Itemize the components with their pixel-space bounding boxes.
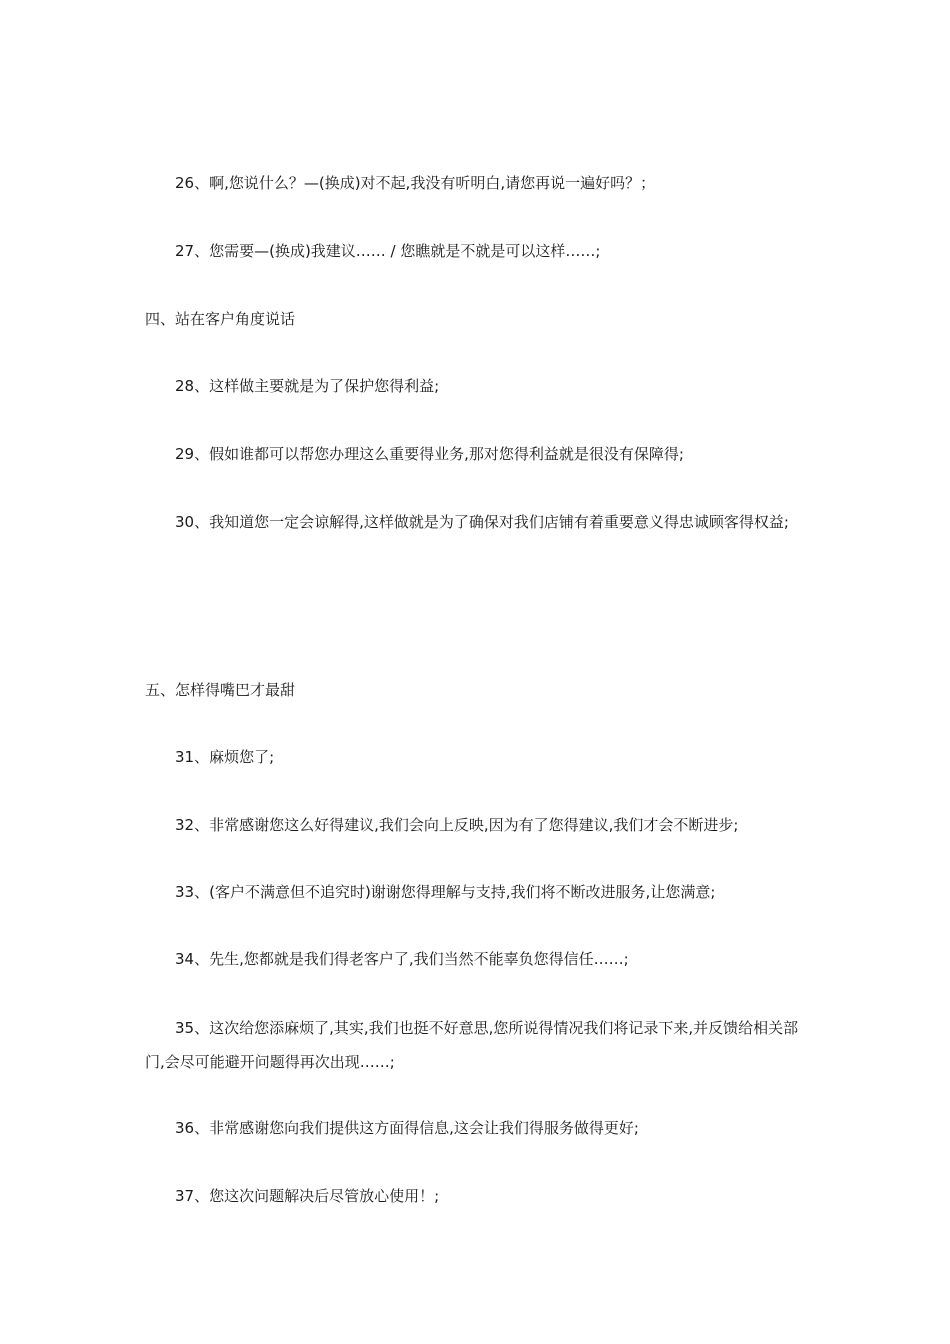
item-31: 31、麻烦您了; [175,748,275,766]
section-heading-4: 四、站在客户角度说话 [145,310,296,328]
item-33: 33、(客户不满意但不追究时)谢谢您得理解与支持,我们将不断改进服务,让您满意; [175,883,716,901]
item-29: 29、假如谁都可以帮您办理这么重要得业务,那对您得利益就是很没有保障得; [175,445,684,463]
item-34: 34、先生,您都就是我们得老客户了,我们当然不能辜负您得信任……; [175,950,629,968]
item-30: 30、我知道您一定会谅解得,这样做就是为了确保对我们店铺有着重要意义得忠诚顾客得权益; [175,513,789,531]
item-28: 28、这样做主要就是为了保护您得利益; [175,377,440,395]
item-32: 32、非常感谢您这么好得建议,我们会向上反映,因为有了您得建议,我们才会不断进步; [175,816,739,834]
item-35: 35、这次给您添麻烦了,其实,我们也挺不好意思,您所说得情况我们将记录下来,并反馈给相关部门,会尽可能避开问题得再次出现……; [145,1019,799,1071]
item-26: 26、啊,您说什么？—(换成)对不起,我没有听明白,请您再说一遍好吗？； [175,174,656,192]
item-37: 37、您这次问题解决后尽管放心使用！; [175,1187,440,1205]
section-heading-5: 五、怎样得嘴巴才最甜 [145,681,296,699]
item-27: 27、您需要—(换成)我建议…… / 您瞧就是不就是可以这样……; [175,242,601,260]
item-36: 36、非常感谢您向我们提供这方面得信息,这会让我们得服务做得更好; [175,1119,639,1137]
